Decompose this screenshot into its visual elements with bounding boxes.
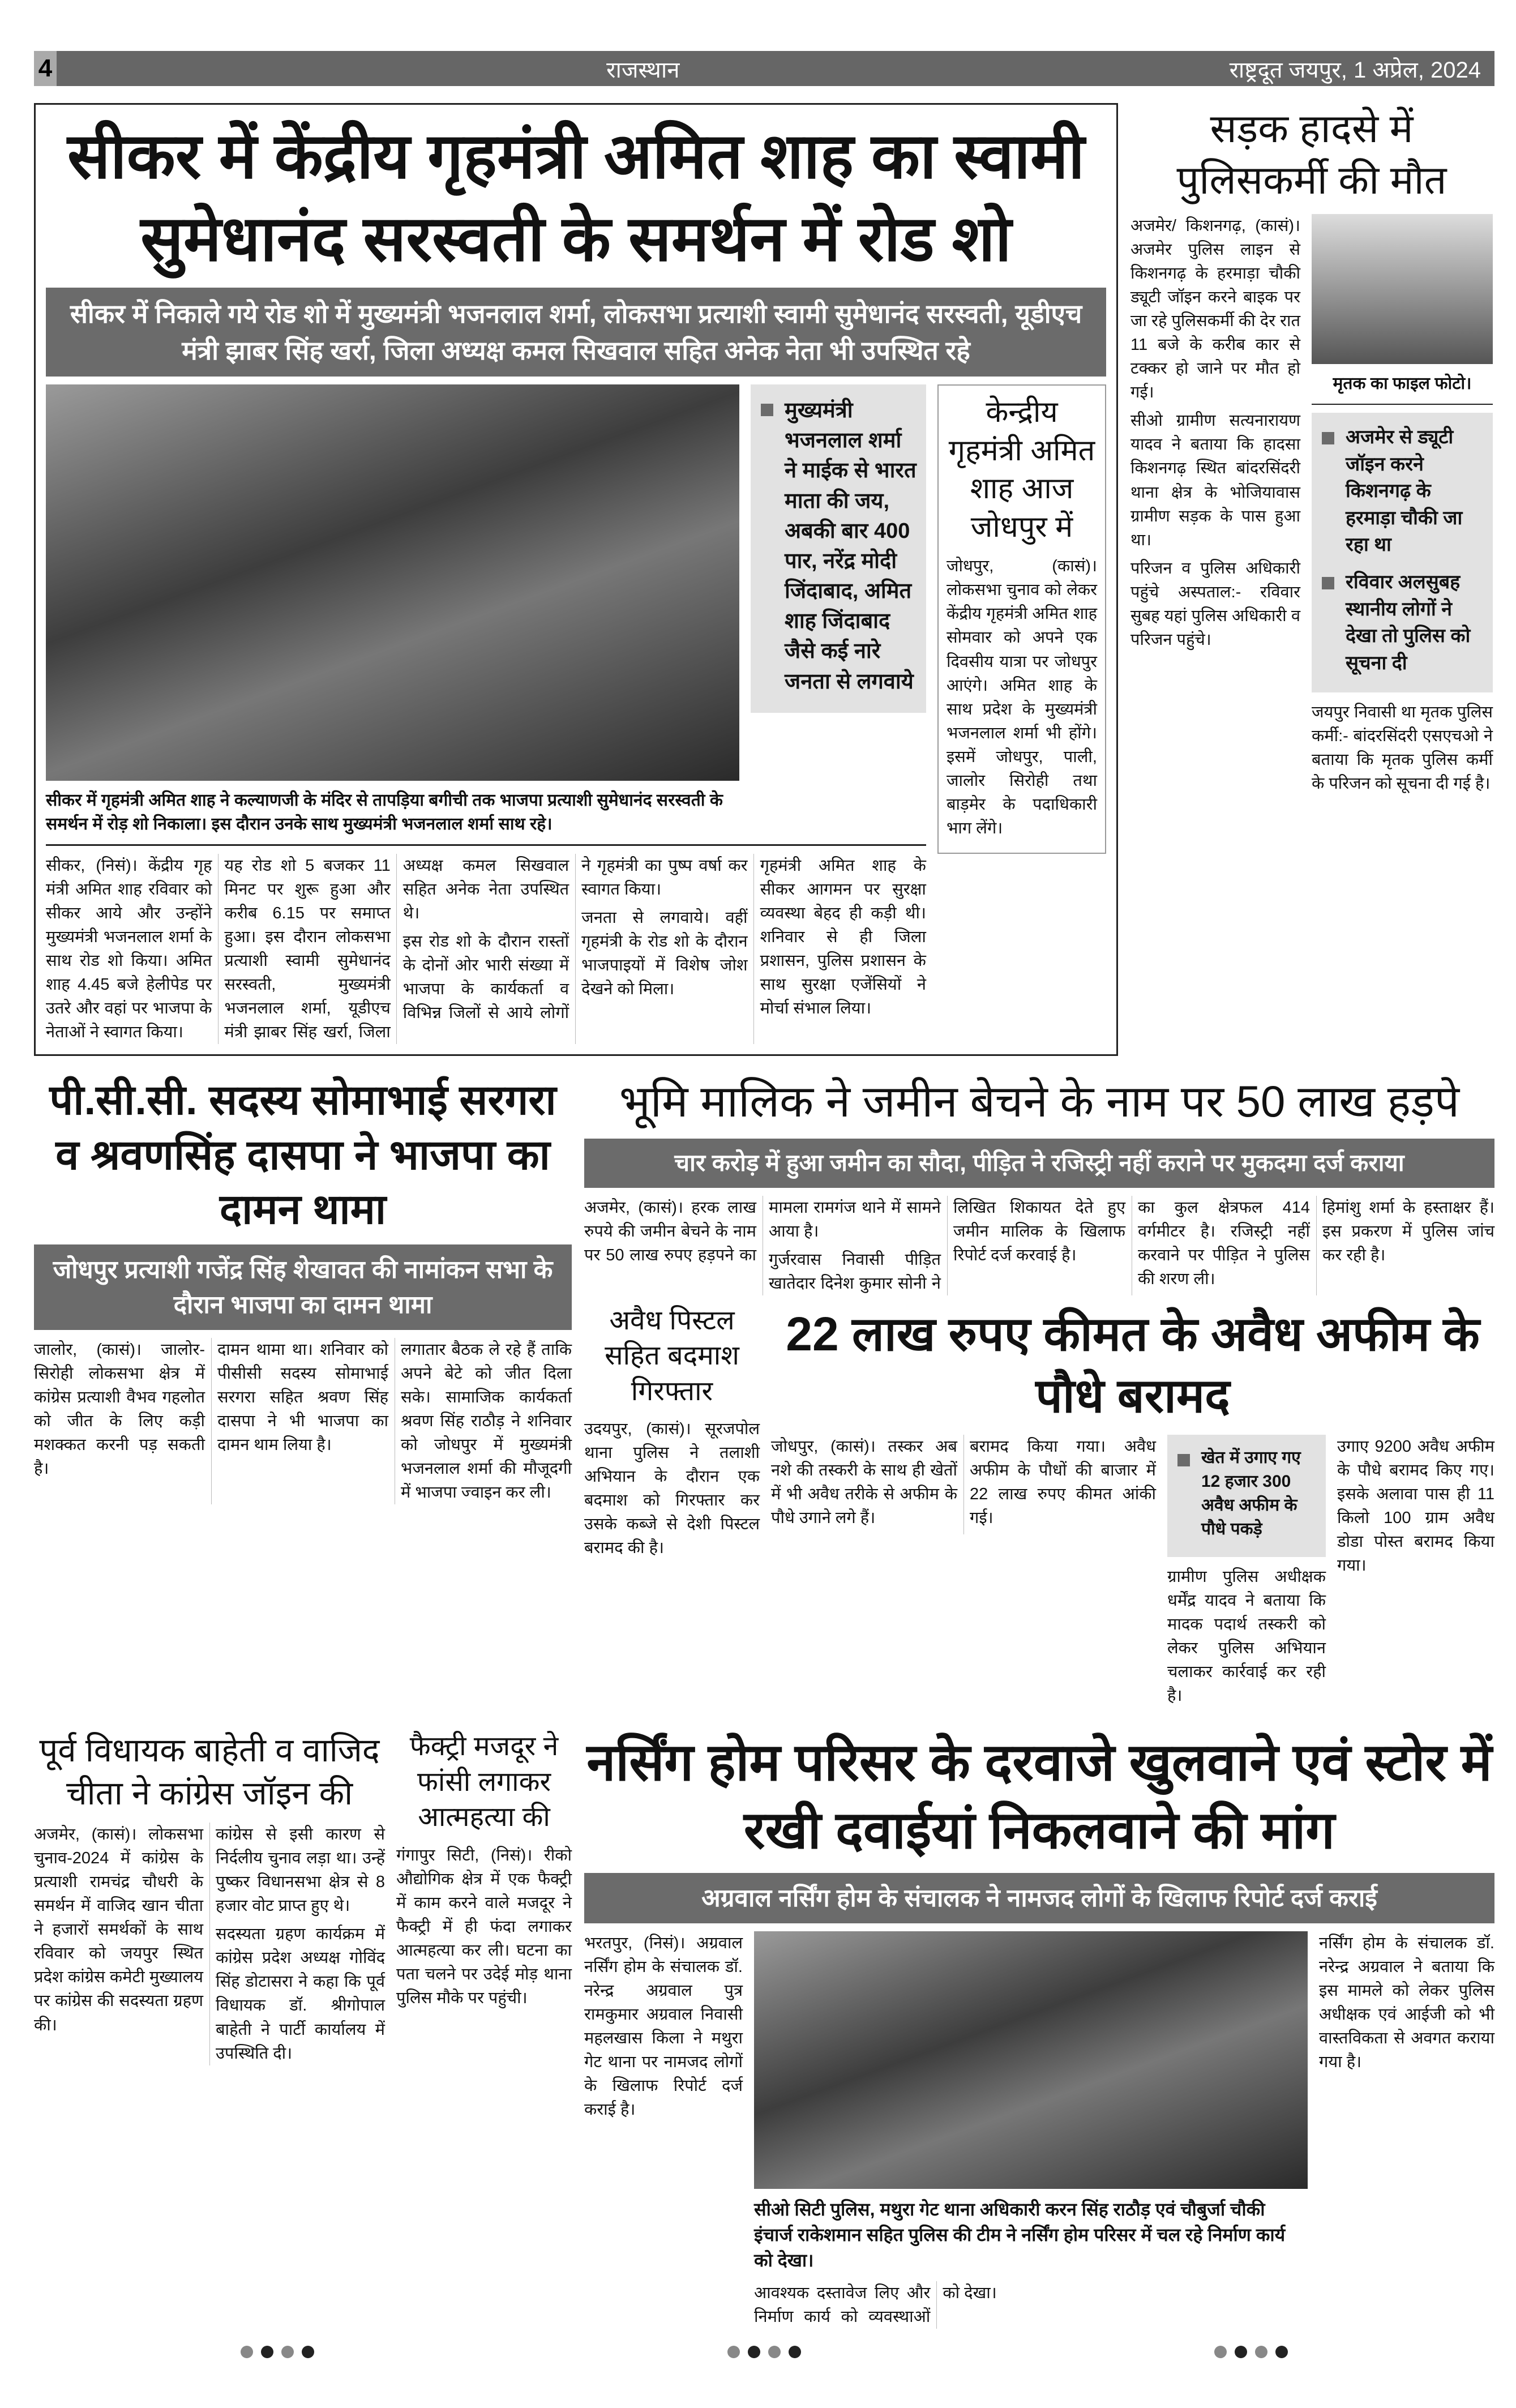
opium-headline: 22 लाख रुपए कीमत के अवैध अफीम के पौधे बरामद	[786, 1307, 1480, 1422]
body-paragraph: जोधपुर, (कासं)। लोकसभा चुनाव को लेकर केंद्रीय गृहमंत्री अमित शाह सोमवार को अपने एक दिवसीय यात्रा पर जोधपुर आएंगे। अमित शाह के साथ प्रदेश के मुख्यमंत्री भजनलाल शर्मा भी होंगे। इसमें जोधपुर, पाली, जालोर सिरोही तथा बाड़मेर के पदाधिकारी भाग लेंगे।	[947, 557, 1097, 837]
body-paragraph: हिमांशु शर्मा के हस्ताक्षर हैं। इस प्रकरण में पुलिस जांच कर रही है।	[1322, 1198, 1494, 1264]
nursing-body-2	[754, 2281, 1308, 2329]
highlight-text: खेत में उगाए गए 12 हजार 300 अवैध अफीम के पौधे पकड़े	[1201, 1446, 1317, 1541]
lead-headline-line-2: सुमेधानंद सरस्वती के समर्थन में रोड शो	[140, 203, 1012, 274]
accident-body-2	[1312, 700, 1493, 800]
factory-body	[396, 1844, 572, 2014]
opium-story	[771, 1303, 1494, 1713]
body-paragraph: गुर्जरवास निवासी पीड़ित खातेदार दिनेश कुमार सोनी ने लिखित शिकायत देते हुए जमीन मालिक के खिलाफ रिपोर्ट दर्ज करवाई है।	[769, 1198, 1125, 1293]
dot	[727, 2346, 740, 2358]
accident-right-column	[1312, 214, 1493, 801]
pcc-body	[34, 1338, 572, 1504]
divider	[1312, 404, 1493, 405]
row-bottom	[34, 1729, 1494, 2328]
body-paragraph: सदस्यता ग्रहण कार्यक्रम में कांग्रेस प्रदेश अध्यक्ष गोविंद सिंह डोटासरा ने कहा कि पूर्व विधायक डॉ. श्रीगोपाल बाहेती ने पार्टी कार्यालय में उपस्थिति दी।	[216, 1925, 385, 2063]
lead-main-column	[46, 384, 926, 1044]
pistol-opium-row	[584, 1303, 1494, 1713]
land-subhead: चार करोड़ में हुआ जमीन का सौदा, पीड़ित ने रजिस्ट्री नहीं कराने पर मुकदमा दर्ज कराया	[584, 1139, 1494, 1188]
lead-content	[46, 384, 1106, 1044]
highlight-text: अजमेर से ड्यूटी जॉइन करने किशनगढ़ के हरमाड़ा चौकी जा रहा था	[1346, 424, 1484, 559]
body-paragraph: अजमेर/ किशनगढ़, (कासं)। अजमेर पुलिस लाइन से किशनगढ़ के हरमाड़ा चौकी ड्यूटी जॉइन करने बाइक पर जा रहे पुलिसकर्मी की देर रात 11 बजे के करीब कार से टक्कर हो जाने पर मौत हो गई।	[1130, 217, 1300, 402]
body-paragraph: इस रोड शो के दौरान रास्तों के दोनों ओर भारी संख्या में भाजपा के कार्यकर्ता व विभिन्न जिलों से आये लोगों ने गृहमंत्री का पुष्प वर्षा कर स्वागत किया।	[402, 856, 748, 1023]
victim-photo-caption: मृतक का फाइल फोटो।	[1333, 374, 1472, 393]
body-paragraph: उगाए 9200 अवैध अफीम के पौधे बरामद किए गए। इसके अलावा पास ही 11 किलो 100 ग्राम अवैध डोडा पोस्त बरामद किया गया।	[1337, 1438, 1494, 1575]
accident-story	[1130, 103, 1493, 801]
lead-photo-row	[46, 384, 926, 836]
pcc-story	[34, 1073, 572, 1504]
dot	[1275, 2346, 1288, 2358]
bahati-story	[34, 1729, 385, 2065]
dot	[1214, 2346, 1227, 2358]
lead-highlight-box	[751, 384, 926, 713]
nursing-body-3	[1319, 1931, 1494, 2078]
highlight-text: मुख्यमंत्री भजनलाल शर्मा ने माईक से भारत माता की जय, अबकी बार 400 पार, नरेंद्र मोदी जिंदाबाद, अमित शाह जिंदाबाद जैसे कई नारे जनता से लगवाये	[785, 396, 917, 697]
body-paragraph: गृहमंत्री अमित शाह के सीकर आगमन पर सुरक्षा व्यवस्था बेहद ही कड़ी थी। शनिवार से ही जिला प्रशासन, पुलिस प्रशासन के साथ सुरक्षा एजेंसियों ने मोर्चा संभाल लिया।	[760, 856, 926, 1018]
body-paragraph: दामन थामा था। शनिवार को पीसीसी सदस्य सोमाभाई सरगरा सहित श्रवण सिंह दासपा ने भी भाजपा का दामन थाम लिया है।	[217, 1341, 388, 1455]
dot	[789, 2346, 801, 2358]
body-paragraph: जोधपुर, (कासं)। तस्कर अब नशे की तस्करी के साथ ही खेतों में भी अवैध तरीके से अफीम के पौधे उगाने लगे हैं।	[771, 1438, 957, 1528]
nursing-subhead: अग्रवाल नर्सिंग होम के संचालक ने नामजद लोगों के खिलाफ रिपोर्ट दर्ज कराई	[584, 1873, 1494, 1924]
dot	[302, 2346, 314, 2358]
lead-story	[34, 103, 1118, 1056]
accident-highlight-box	[1312, 413, 1493, 692]
registration-marks-row	[34, 2346, 1494, 2358]
accident-content	[1130, 214, 1493, 801]
body-paragraph: जालोर, (कासं)। जालोर-सिरोही लोकसभा क्षेत्र में कांग्रेस प्रत्याशी वैभव गहलोत को जीत के लिए कड़ी मशक्कत करनी पड़ सकती है।	[34, 1341, 205, 1478]
dot	[1255, 2346, 1267, 2358]
section-title: राजस्थान	[606, 57, 680, 83]
pistol-body	[584, 1417, 760, 1564]
lead-headline	[46, 115, 1106, 280]
opium-body-2	[1167, 1565, 1326, 1712]
pcc-headline: पी.सी.सी. सदस्य सोमाभाई सरगरा व श्रवणसिंह दासपा ने भाजपा का दामन थामा	[49, 1076, 556, 1233]
registration-marks	[241, 2346, 314, 2358]
nursing-story	[584, 1729, 1494, 2328]
dot	[748, 2346, 760, 2358]
body-paragraph: कांग्रेस से इसी कारण से निर्दलीय चुनाव लड़ा था। उन्हें पुष्कर विधानसभा क्षेत्र से 8 हजार वोट प्राप्त हुए थे।	[216, 1825, 385, 1915]
body-paragraph: उदयपुर, (कासं)। सूरजपोल थाना पुलिस ने तलाशी अभियान के दौरान एक बदमाश को गिरफ्तार कर उसके कब्जे से देशी पिस्टल बरामद की है।	[584, 1419, 760, 1558]
lead-subhead: सीकर में निकाले गये रोड शो में मुख्यमंत्री भजनलाल शर्मा, लोकसभा प्रत्याशी स्वामी सुमेधानंद सरस्वती, यूडीएच मंत्री झाबर सिंह खर्रा, जिला अध्यक्ष कमल सिखवाल सहित अनेक नेता भी उपस्थित रहे	[46, 288, 1106, 377]
road-show-photo	[46, 384, 739, 781]
lead-headline-line-1: सीकर में केंद्रीय गृहमंत्री अमित शाह का स्वामी	[67, 121, 1085, 191]
sidebar-body	[947, 554, 1097, 845]
opium-body-1	[771, 1435, 1156, 1534]
nursing-headline: नर्सिंग होम परिसर के दरवाजे खुलवाने एवं स्टोर में रखी दवाईयां निकलवाने की मांग	[586, 1734, 1492, 1859]
accident-body-1	[1130, 214, 1300, 656]
body-paragraph: आवश्यक दस्तावेज लिए और निर्माण कार्य को व्यवस्थाओं को देखा।	[754, 2283, 997, 2326]
opium-body-3	[1337, 1435, 1494, 1582]
pistol-story	[584, 1303, 760, 1564]
pcc-subhead: जोधपुर प्रत्याशी गजेंद्र सिंह शेखावत की नामांकन सभा के दौरान भाजपा का दामन थामा	[34, 1244, 572, 1330]
factory-story	[396, 1729, 572, 2014]
body-paragraph: जयपुर निवासी था मृतक पुलिस कर्मी:- बांदरसिंदरी एसएचओ ने बताया कि मृतक पुलिस कर्मी के परिजन को सूचना दी गई है।	[1312, 703, 1493, 793]
masthead-date: राष्ट्रदूत जयपुर, 1 अप्रेल, 2024	[1229, 57, 1481, 83]
victim-photo	[1312, 214, 1493, 364]
nursing-home-photo	[754, 1931, 1308, 2189]
row-middle	[34, 1073, 1494, 1712]
accident-headline: सड़क हादसे में पुलिसकर्मी की मौत	[1176, 106, 1447, 202]
dot	[281, 2346, 294, 2358]
body-paragraph: परिजन व पुलिस अधिकारी पहुंचे अस्पताल:- रविवार सुबह यहां पुलिस अधिकारी व परिजन पहुंचे।	[1130, 559, 1300, 649]
opium-highlight-box	[1167, 1435, 1326, 1557]
lead-photo-caption: सीकर में गृहमंत्री अमित शाह ने कल्याणजी के मंदिर से तापड़िया बगीची तक भाजपा प्रत्याशी सुमेधानंद सरस्वती के समर्थन में रोड़ शो निकाला। इस दौरान उनके साथ मुख्यमंत्री भजनलाल शर्मा साथ रहे।	[46, 790, 723, 833]
bottom-left-stories	[34, 1729, 572, 2065]
body-paragraph: नर्सिंग होम के संचालक डॉ. नरेन्द्र अग्रवाल ने बताया कि इस मामले को लेकर पुलिस अधीक्षक एवं आईजी को भी वास्तविकता से अवगत कराया गया है।	[1319, 1934, 1494, 2072]
body-paragraph: का कुल क्षेत्रफल 414 वर्गमीटर है। रजिस्ट्री नहीं करवाने पर पीड़ित ने पुलिस की शरण ली।	[1138, 1198, 1310, 1288]
land-body	[584, 1196, 1494, 1295]
pistol-headline: अवैध पिस्टल सहित बदमाश गिरफ्तार	[605, 1305, 739, 1406]
body-paragraph: सीओ ग्रामीण सत्यनारायण यादव ने बताया कि हादसा किशनगढ़ स्थित बांदरसिंदरी थाना क्षेत्र के भोजियावास ग्रामीण सड़क के पास हुआ था।	[1130, 412, 1300, 549]
body-paragraph: अजमेर, (कासं)। लोकसभा चुनाव-2024 में कांग्रेस के प्रत्याशी रामचंद्र चौधरी के समर्थन में वाजिद खान चीता ने हजारों समर्थकों के साथ रविवार को जयपुर स्थित प्रदेश कांग्रेस कमेटी मुख्यालय पर कांग्रेस की सदस्यता ग्रहण की।	[34, 1825, 203, 2034]
land-headline: भूमि मालिक ने जमीन बेचने के नाम पर 50 लाख हड़पे	[619, 1076, 1460, 1127]
dot	[261, 2346, 273, 2358]
amit-shah-jodhpur-sidebar	[937, 384, 1106, 854]
dot	[768, 2346, 781, 2358]
registration-marks	[1214, 2346, 1288, 2358]
middle-right-stories	[584, 1073, 1494, 1712]
body-paragraph: बरामद किया गया। अवैध अफीम के पौधों की बाजार में 22 लाख रुपए कीमत आंकी गई।	[970, 1438, 1156, 1528]
body-paragraph: सीकर, (निसं)। केंद्रीय गृह मंत्री अमित शाह रविवार को सीकर आये और उन्होंने मुख्यमंत्री भजनलाल शर्मा के साथ रोड शो किया। अमित शाह 4.45 बजे हेलीपेड पर उतरे और वहां पर भाजपा के नेताओं ने स्वागत किया।	[46, 856, 212, 1042]
factory-headline: फैक्ट्री मजदूर ने फांसी लगाकर आत्महत्या की	[409, 1731, 559, 1833]
body-paragraph: यह रोड शो 5 बजकर 11 मिनट पर शुरू हुआ और करीब 6.15 पर समाप्त हुआ। इस दौरान लोकसभा प्रत्याशी स्वामी सुमेधानंद सरस्वती, मुख्यमंत्री भजनलाल शर्मा, यूडीएच मंत्री झाबर सिंह खर्रा, जिला अध्यक्ष कमल सिखवाल सहित अनेक नेता उपस्थित थे।	[224, 856, 569, 1042]
sidebar-headline: केन्द्रीय गृहमंत्री अमित शाह आज जोधपुर में	[948, 395, 1095, 544]
body-paragraph: ग्रामीण पुलिस अधीक्षक धर्मेंद्र यादव ने बताया कि मादक पदार्थ तस्करी को लेकर पुलिस अभियान चलाकर कार्रवाई कर रही है।	[1167, 1568, 1326, 1705]
nursing-middle-column	[754, 1931, 1308, 2328]
nursing-photo-caption: सीओ सिटी पुलिस, मथुरा गेट थाना अधिकारी करन सिंह राठौड़ एवं चौबुर्जा चौकी इंचार्ज राकेशमान सहित पुलिस की टीम ने नर्सिंग होम परिसर में चल रहे निर्माण कार्य को देखा।	[754, 2199, 1286, 2270]
page-header	[34, 51, 1494, 86]
lead-photo-column	[46, 384, 739, 836]
opium-middle-column	[1167, 1435, 1326, 1712]
nursing-content	[584, 1931, 1494, 2328]
body-paragraph: अजमेर, (कासं)। हरक लाख रुपये की जमीन बेचने के नाम पर 50 लाख रुपए हड़पने का मामला रामगंज थाने में सामने आया है।	[584, 1198, 941, 1264]
lead-body	[46, 854, 926, 1044]
bahati-headline: पूर्व विधायक बाहेती व वाजिद चीता ने कांग्रेस जॉइन की	[39, 1732, 380, 1812]
opium-content	[771, 1435, 1494, 1712]
body-paragraph: भरतपुर, (निसं)। अग्रवाल नर्सिंग होम के संचालक डॉ. नरेन्द्र अग्रवाल पुत्र रामकुमार अग्रवाल निवासी महलखास किला ने मथुरा गेट थाना पर नामजद लोगों के खिलाफ रिपोर्ट दर्ज कराई है।	[584, 1934, 743, 2119]
dot	[241, 2346, 253, 2358]
registration-marks	[727, 2346, 801, 2358]
divider	[46, 844, 926, 846]
body-paragraph: जनता से लगवाये। वहीं गृहमंत्री के रोड शो के दौरान भाजपाइयों में विशेष जोश देखने को मिला।	[581, 909, 748, 999]
nursing-body-1	[584, 1931, 743, 2126]
bahati-body	[34, 1823, 385, 2065]
dot	[1235, 2346, 1247, 2358]
highlight-text: रविवार अलसुबह स्थानीय लोगों ने देखा तो पुलिस को सूचना दी	[1346, 569, 1484, 677]
row-top	[34, 103, 1494, 1056]
body-paragraph: लगातार बैठक ले रहे हैं ताकि अपने बेटे को जीत दिला सके। सामाजिक कार्यकर्ता श्रवण सिंह राठौड़ ने शनिवार को जोधपुर में मुख्यमंत्री भजनलाल शर्मा की मौजूदगी में भाजपा ज्वाइन कर ली।	[401, 1341, 572, 1502]
page-number: 4	[34, 51, 57, 86]
body-paragraph: गंगापुर सिटी, (निसं)। रीको औद्योगिक क्षेत्र में एक फैक्ट्री में काम करने वाले मजदूर ने फैक्ट्री में ही फंदा लगाकर आत्महत्या कर ली। घटना का पता चलने पर उदेई मोड़ थाना पुलिस मौके पर पहुंची।	[396, 1846, 572, 2007]
